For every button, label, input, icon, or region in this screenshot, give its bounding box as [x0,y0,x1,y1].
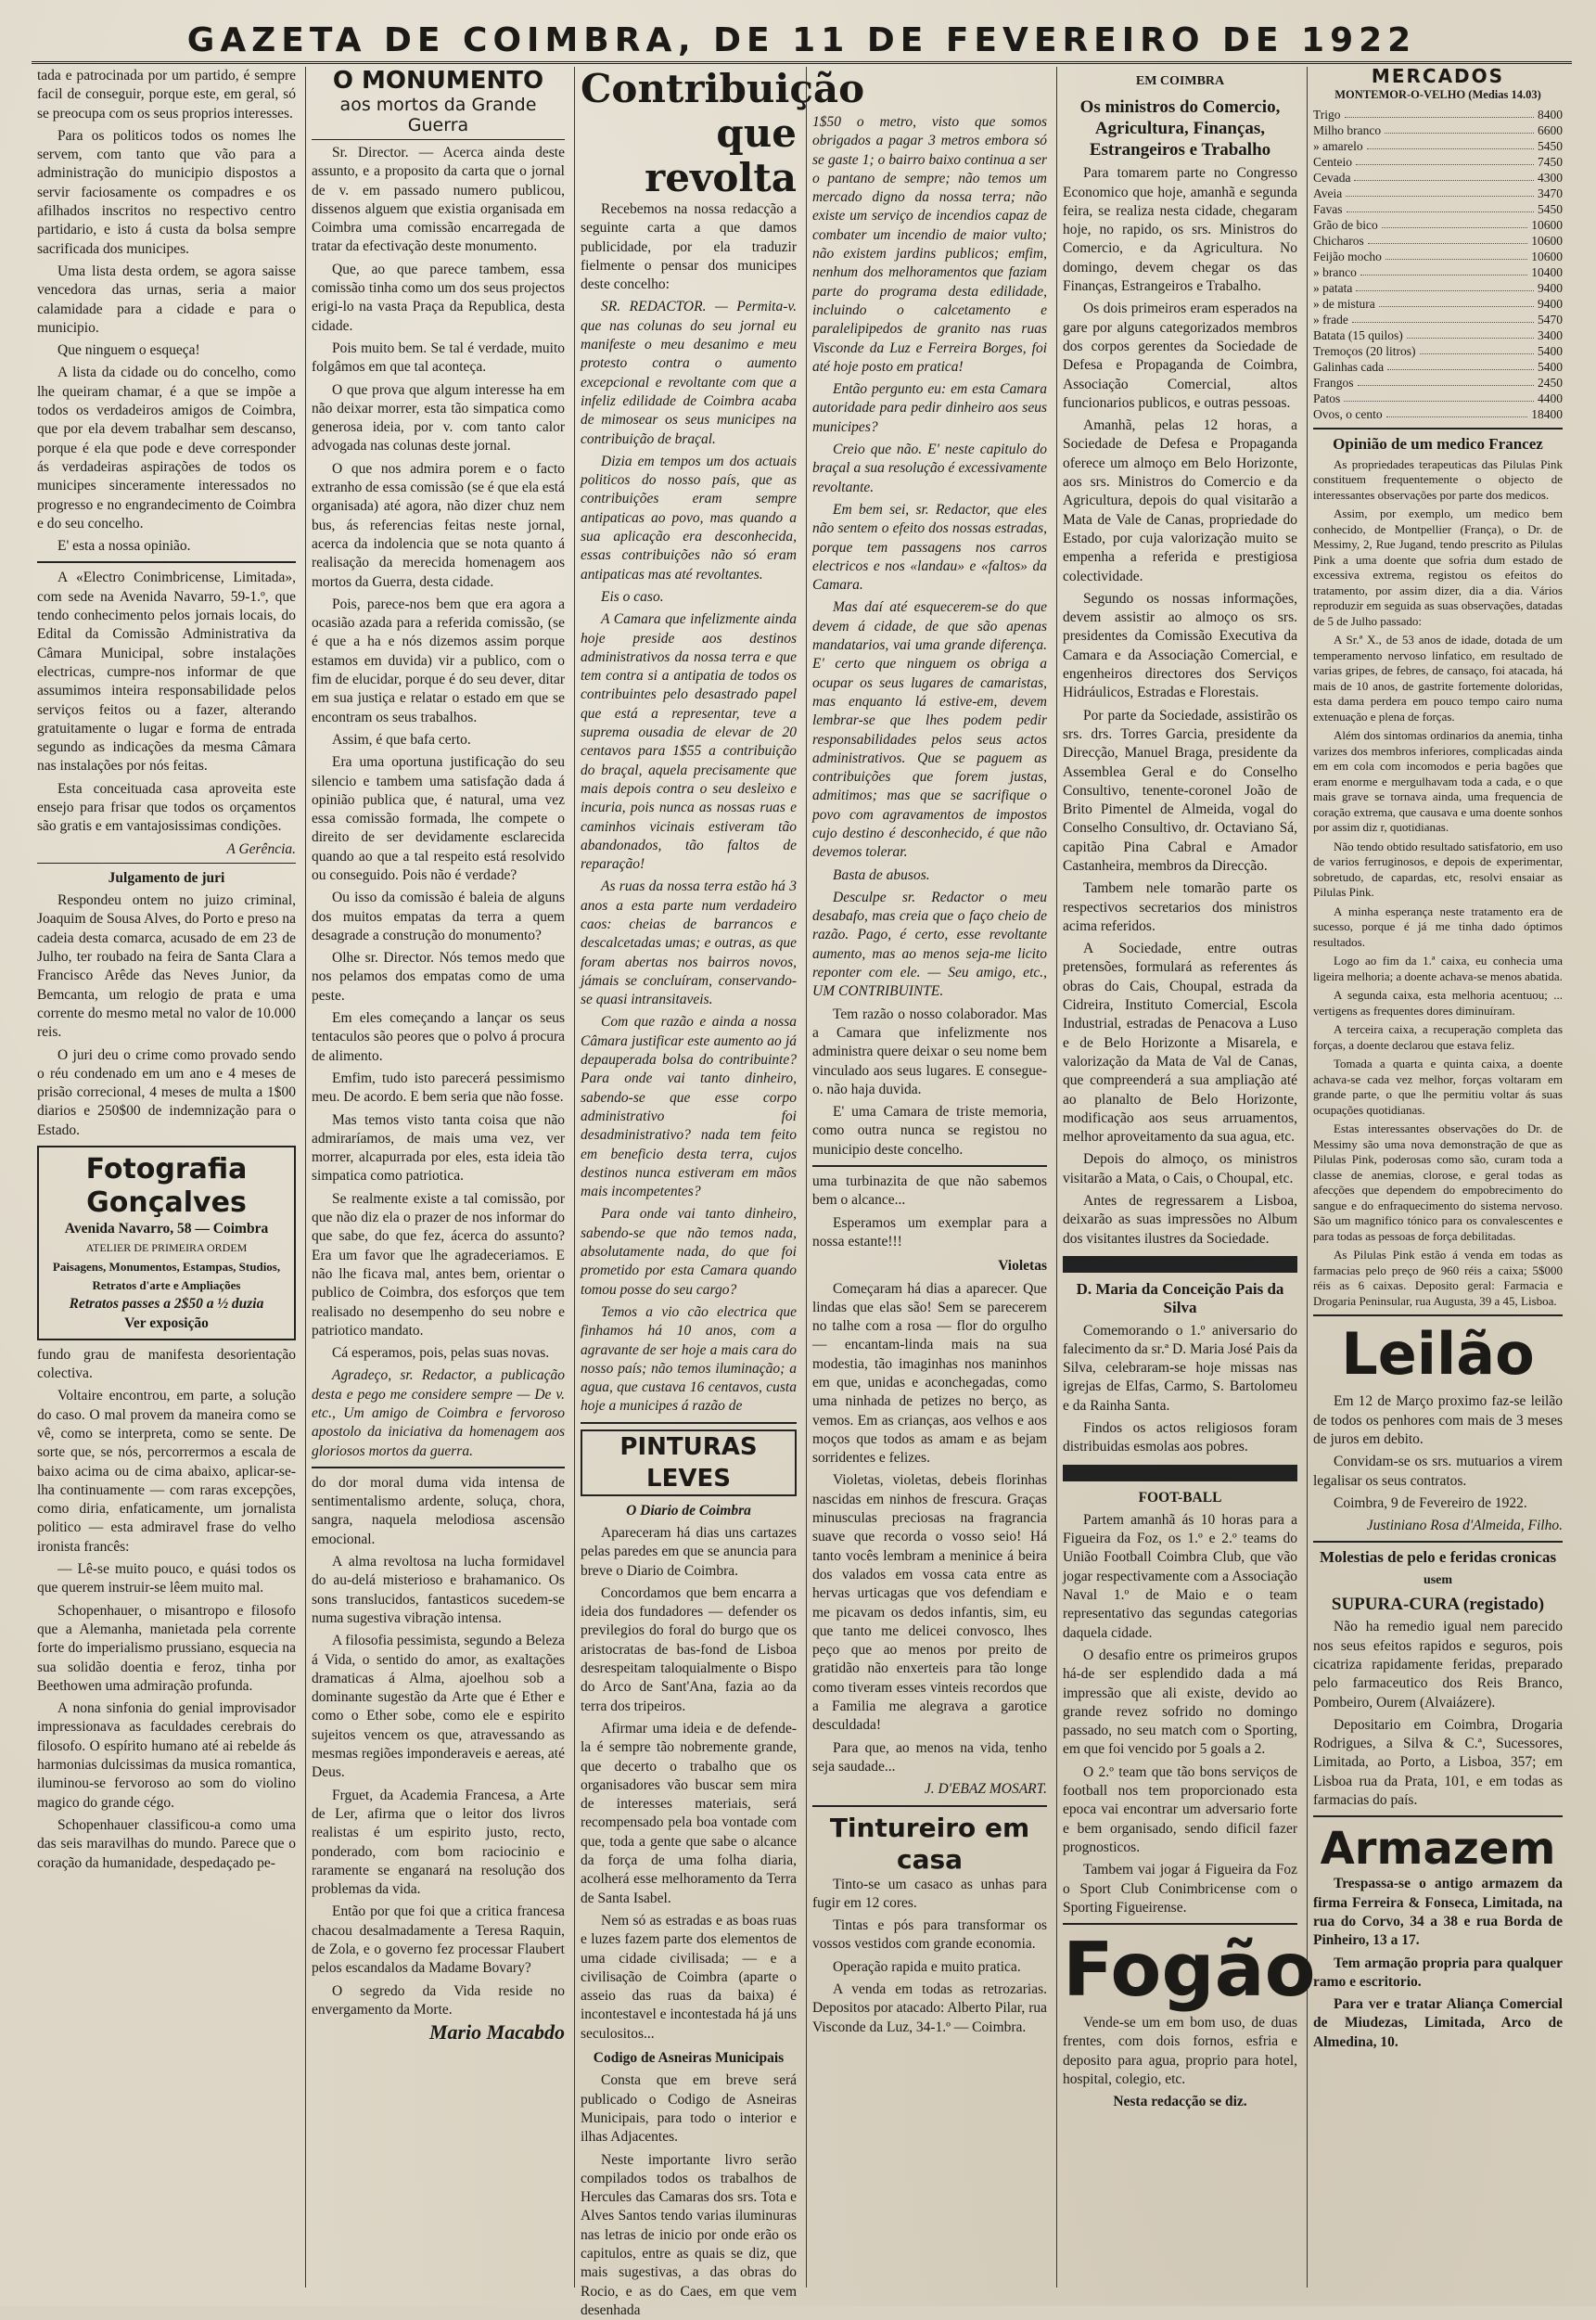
pink-pills-article [1313,457,1563,1310]
col1-paragraph: Schopenhauer, o misantropo e filosofo que a Alemanha, manietada pela corrente forte do imperialismo prussiano, esquecia na sua solidão doentia e feroz, tinha por Beethowen uma admiração profunda. [37,1602,296,1696]
col1-paragraph: Que ninguem o esqueça! [37,341,296,360]
ad-line: Paisagens, Monumentos, Estampas, Studios, Retratos d'arte e Ampliações [45,1258,288,1296]
col2-paragraph: Sr. Director. — Acerca ainda deste assunto, e a proposito da carta que o jornal de v. em passado numero publicou, dissenos alguem que existia organisada em Coimbra uma comissão encarregada de tratar da efectivação deste monumento. [312,144,565,257]
ad-heading: Armazem [1313,1823,1563,1875]
col3-paragraph: Recebemos na nossa redacção a seguinte carta a que damos publicidade, por ela traduzir fielmente o pensar dos municipes deste concelho: [581,200,797,294]
article-heading: D. Maria da Conceição Pais da Silva [1063,1280,1297,1318]
col1-paragraph: E' esta a nossa opinião. [37,537,296,556]
article-heading: FOOT-BALL [1063,1489,1297,1507]
market-item: Patos [1313,391,1340,406]
col2-paragraph: Mas temos visto tanta coisa que não admiraríamos, de mais uma vez, ver morrer, alcapurrada por eles, esta ideia tão simpatica como patriotica. [312,1111,565,1186]
market-price: 5400 [1538,343,1563,359]
col2-paragraph: A alma revoltosa na lucha formidavel do au-delá misterioso e brahamanico. Os sons translucidos, fantasticos sucedem-se numa sugestiva vibração intensa. [312,1553,565,1628]
col5-paragraph: Partem amanhã ás 10 horas para a Figueira da Foz, os 1.º e 2.º teams do União Football Coimbra Club, que vão jogar respectivamente com a Associação Naval 1.º de Maio e o team representativo das segundas categorias daquela cidade. [1063,1511,1297,1643]
col6-paragraph: Coimbra, 9 de Fevereiro de 1922. [1313,1494,1563,1513]
market-price: 9400 [1538,280,1563,296]
leader-dots [1356,154,1534,165]
col5-paragraph: Segundo os nossas informações, devem assistir ao almoço os srs. presidentes da Comissão Executiva da Camara e da Associação Comercial, e engenheiros directores dos Serviços Hidráulicos, Estradas e Florestais. [1063,590,1297,703]
col3-paragraph: Concordamos que bem encarra a ideia dos fundadores — defender os previlegios do foral do burgo que os aristocratas de bas-fond de Lisboa desrespeitam taloquialmente o Bispo do Arco de Sant'Ana, fazia ao da terra dos tripeiros. [581,1584,797,1716]
leader-dots [1379,296,1534,307]
col1-paragraph: — Lê-se muito pouco, e quási todos os que querem instruir-se lêem muito mal. [37,1560,296,1598]
col6-paragraph: Assim, por exemplo, um medico bem conhecido, de Montpellier (França), o Dr. de Messimy, 2, Rue Jugand, tendo prescrito as Pilulas Pink a uma doente que sofria dum estado de excessiva extrema, registou os efeitos do tratamento, por assim dizer, dia a dia. Vários reproduzir em seguida as suas observações, datadas de 5 de Julho passado: [1313,506,1563,629]
col3-paragraph: Consta que em breve será publicado o Codigo de Asneiras Municipais, para todo o interior e ilhas Adjacentes. [581,2071,797,2147]
col3-paragraph: As ruas da nossa terra estão há 3 anos a esta parte num verdadeiro caos: cheias de barrancos e descalcetadas umas; e outras, as que foram abertas nos bairros novos, jámais se concluíram, conservando-se quasi intransitaveis. [581,878,797,1009]
market-row [1313,312,1563,327]
market-item: Centeio [1313,154,1352,170]
market-price: 10600 [1531,217,1563,233]
col3-paragraph: Com que razão e ainda a nossa Câmara justificar este aumento ao já depauperada bolsa do contribuinte? Para onde vai tanto dinheiro, sabendo-se que esse corpo administrativo foi desadministrativo? nada tem feito em beneficio desta terra, cujos destinos nunca estiveram em mãos mais incompetentes? [581,1013,797,1201]
col2-paragraph: Em eles começando a lançar os seus tentaculos são peores que o polvo á procura de alimento. [312,1009,565,1066]
col5-paragraph: Tambem vai jogar á Figueira da Foz o Sport Club Conimbricense com o Sporting Figueirense. [1063,1861,1297,1917]
divider [1313,1541,1563,1543]
market-item: Milho branco [1313,122,1381,138]
col1-paragraph: Esta conceituada casa aproveita este ensejo para frisar que todos os orçamentos são gratis e em vantajosissimas condições. [37,780,296,837]
col1-paragraph: Voltaire encontrou, em parte, a solução do caso. O mal provem da maneira como se vê, como se interpreta, como se sente. De sorte que, se nós, percorrermos a escala de baixo acima ou de cima abaixo, aplicar-se-lha continuamente — com raras excepções, como diria, enfaticamente, um jornalista politico — esta admiravel frase do velho ironista francês: [37,1387,296,1557]
market-item: » de mistura [1313,296,1375,312]
market-item: » amarelo [1313,138,1363,154]
col6-paragraph: Não tendo obtido resultado satisfatorio, em uso de varios ferruginosos, e depois de experimentar, sobretudo, de capardas, etc, resolvi ensaiar as Pilulas Pink. [1313,840,1563,901]
market-item: Cevada [1313,170,1350,186]
col6-paragraph: Não ha remedio igual nem parecido nos seus efeitos rapidos e seguros, pois cicatriza rapidamente feridas, preparado pelo farmaceutico dos Reis Branco, Pombeiro, Ourem (Alvaiázere). [1313,1618,1563,1711]
article-title-line1: Contribuição [581,67,797,111]
col4-paragraph: uma turbinazita de que não sabemos bem o alcance... [812,1173,1047,1211]
ad-product-name: SUPURA-CURA (registado) [1313,1596,1563,1614]
market-price: 7450 [1538,154,1563,170]
market-price: 4400 [1538,391,1563,406]
col6-paragraph: Tomada a quarta e quinta caixa, a doente achava-se cada vez melhor, forças voltaram em grande parte, o que lhe permitiu voltar ás suas ocupações quotidianas. [1313,1057,1563,1118]
section-kicker: EM COIMBRA [1063,72,1297,91]
ad-heading: Leilão [1313,1322,1563,1387]
ad-heading: Molestias de pelo e feridas cronicas [1313,1548,1563,1567]
col5-paragraph: Comemorando o 1.º aniversario do falecimento da sr.ª D. Maria José Pais da Silva, celebraram-se hoje missas nas igrejas de Elfas, Carmo, S. Bartolomeu e da Rainha Santa. [1063,1322,1297,1416]
col6-paragraph: Logo ao fim da 1.ª caixa, eu conhecia uma ligeira melhoria; a doente achava-se menos abatida. [1313,954,1563,984]
col2-paragraph: Então por que foi que a critica francesa chacou desalmadamente a Teresa Raquin, de Zola, e o governo fez processar Flaubert pelos escandalos da Madame Bovary? [312,1903,565,1978]
article-title: O MONUMENTO [312,67,565,95]
col2-paragraph: Frguet, da Academia Francesa, a Arte de Ler, afirma que o leitor dos livros realistas é um espirito justo, recto, ponderado, com bom raciocinio e raramente se enganará na resolução dos problemas da vida. [312,1787,565,1900]
col5-paragraph: Amanhã, pelas 12 horas, a Sociedade de Defesa e Propaganda oferece um almoço em Belo Horizonte, aos srs. Ministros do Comercio e da Agricultura, depois do qual visitarão a Mata de Vale de Canas, propriedade do Estado, por cuja valorização muito se empenha a referida e prestigiosa colectividade. [1063,417,1297,586]
market-row [1313,107,1563,122]
col3-paragraph: Neste importante livro serão compilados todos os trabalhos de Hercules das Camaras dos srs. Tota e Alves Santos tendo varias iluminuras nas letras de inicio por onde erão os capitulos, entre as quais se diz, que mais sugestivas, a das obras do Rocio, e as do Caes, em que vem desenhada [581,2151,797,2320]
col2-paragraph: Agradeço, sr. Redactor, a publicação desta e pego me considere sempre — De v. etc., Um amigo de Coimbra e fervoroso apostolo da iniciativa da homenagem aos gloriosos mortos da guerra. [312,1366,565,1460]
market-price: 18400 [1531,406,1563,422]
article-title-line2: que revolta [581,111,797,200]
divider [1063,1923,1297,1925]
divider [37,863,296,864]
col2-paragraph: Cá esperamos, pois, pelas suas novas. [312,1344,565,1363]
leader-dots [1382,217,1528,228]
market-price: 10400 [1531,264,1563,280]
col2-paragraph: Se realmente existe a tal comissão, por que não diz ela o prazer de nos informar do que sabe, do que fez, ácerca do assunto? Era um favor que lhe agradeceriamos. E não lhe ficava mal, antes bem, orientar o publico de Coimbra, dos esforços que tem realisado no desempenho do seu nobre e patriotico mandato. [312,1190,565,1340]
leader-dots [1354,170,1534,181]
article-heading: O Diario de Coimbra [581,1502,797,1520]
col4-paragraph: E' uma Camara de triste memoria, como outra nunca se registou no municipio deste concelho. [812,1103,1047,1160]
col6-paragraph: Trespassa-se o antigo armazem da firma Ferreira & Fonseca, Limitada, na rua do Corvo, 34 a 38 e rua Borda de Pinheiro, 13 a 17. [1313,1875,1563,1950]
signature: A Gerência. [37,840,296,859]
col4-paragraph: Desculpe sr. Redactor o meu desabafo, mas creia que o faço cheio de razão. Pago, é certo, esse revoltante aumento, mas ao menos seja-me licito reponter com ele. — Seu amigo, etc., UM CONTRIBUINTE. [812,889,1047,1002]
leader-dots [1358,375,1535,386]
market-price: 3400 [1538,327,1563,343]
col1-paragraph: A lista da cidade ou do concelho, como lhe queiram chamar, é a que se impõe a todos os verdadeiros amigos de Coimbra, que por ela devem trabalhar sem descanso, porque é ela que pode e deve corresponder ás verdadeiras aspirações de todos os municipes sinceramente interessados no progresso e no engrandecimento de Coimbra e do seu concelho. [37,364,296,533]
market-price: 8400 [1538,107,1563,122]
col6-paragraph: Convidam-se os srs. mutuarios a virem legalisar os seus contratos. [1313,1453,1563,1491]
col3-paragraph: Eis o caso. [581,588,797,607]
col3-paragraph: Temos a vio cão electrica que finhamos há 10 anos, com a agravante de ser hoje a mais cara do nosso país; não temos iluminação; a agua, que custava 16 centavos, custa hoje a municipes á razão de [581,1303,797,1416]
col2-paragraph: Emfim, tudo isto parecerá pessimismo meu. De acordo. E bem seria que não fosse. [312,1070,565,1108]
divider [312,1467,565,1468]
col1-paragraph: Para os politicos todos os nomes lhe servem, com tanto que vão para a administração do municipio dispostos a servir faciosamente os compadres e os afilhados inscritos no respectivo centro partidario, e isto á custa da bolsa sempre sacrificada dos municipes. [37,127,296,259]
leader-dots [1420,343,1535,354]
market-row [1313,154,1563,170]
col6-paragraph: A segunda caixa, esta melhoria acentuou; ... vertigens as frequentes dores diminuíram. [1313,988,1563,1019]
col2-paragraph: Assim, é que bafa certo. [312,731,565,750]
market-item: Grão de bico [1313,217,1378,233]
article-heading: Julgamento de juri [37,869,296,888]
col4-paragraph: Em bem sei, sr. Redactor, que eles não sentem o efeito dos nossas estradas, porque tem passagens nos carros electricos e nos «landau» e «faltos» da Camara. [812,501,1047,595]
col5-paragraph: Por parte da Sociedade, assistirão os srs. drs. Torres Garcia, presidente da Direcção, Manuel Braga, presidente da Assemblea Geral e do Conselho Consultivo, tenente-coronel João de Brito Pimentel de Almeida, vogal do Conselho Consultivo, dr. Octaviano Sá, capitão Pina Cabral e Amador Castanheira, membros da Direcção. [1063,707,1297,877]
col2-paragraph: O segredo da Vida reside no envergamento da Morte. [312,1982,565,2020]
column-3 [575,67,807,2288]
market-price: 10600 [1531,249,1563,264]
col4-paragraph: Basta de abusos. [812,866,1047,885]
market-row [1313,138,1563,154]
market-row [1313,280,1563,296]
col6-paragraph: As Pilulas Pink estão á venda em todas as farmacias pelo preço de 960 réis a caixa; 5$000 réis as 6 caixas. Deposito geral: Farmacia e Drogaria Peninsular, rua Augusta, 39 a 45, Lisboa. [1313,1248,1563,1309]
col3-paragraph: Afirmar uma ideia e de defende-la é sempre tão nobremente grande, que decerto o trabalho que os organisadores vão buscar sem mira de interesses materiais, será recompensado pela boa vontade com que, toda a gente que sabe o alcance da força de uma folha diaria, acolherá esse melhoramento da Terra de Santa Isabel. [581,1720,797,1908]
divider [581,1422,797,1424]
col5-paragraph: A Sociedade, entre outras pretensões, formulará as referentes ás obras do Cais, Choupal, estrada da Cidreira, Instituto Comercial, Escola Industrial, estradas de Penacova a Luso e de Belo Horizonte a Misarela, e valorização da Mata de Val de Canas, que compreenderá a sua ampliação até ao planalto de Belo Horizonte, modificação aos seus arruamentos, melhor aproveitamento da sua agua, etc. [1063,940,1297,1147]
leader-dots [1386,406,1528,417]
signature: Justiniano Rosa d'Almeida, Filho. [1313,1517,1563,1535]
column-2 [306,67,575,2288]
col2-paragraph: Ou isso da comissão é baleia de alguns dos muitos empatas da terra a quem desagrade a construção do monumento? [312,889,565,945]
column-6 [1308,67,1572,2288]
section-heading: MERCADOS [1313,67,1563,85]
masthead [32,20,1572,64]
col6-paragraph: Em 12 de Março proximo faz-se leilão de todos os penhores com mais de 3 meses de juros em debito. [1313,1392,1563,1449]
market-item: Feijão mocho [1313,249,1382,264]
col4-paragraph: Tinto-se um casaco as unhas para fugir em 12 cores. [812,1876,1047,1914]
col1-paragraph: A «Electro Conimbricense, Limitada», com sede na Avenida Navarro, 59-1.º, que tendo conhecimento pelos jornais locais, do Edital da Comissão Administrativa da Câmara Municipal, sobre instalações electricas, cumpre-nos informar de que assumimos inteira responsabilidade pelos serviços feitos ou a fazer, alterando gratuitamente o lugar e forma de entrada segundo as indicações da mesma Câmara nas instalações por nós feitas. [37,569,296,775]
col2-paragraph: A filosofia pessimista, segundo a Beleza á Vida, o sentido do amor, as exaltações dramaticas á Alma, ajoelhou sob a dominante sugestão da Arte que é Ether e como o Ether sobe, como ele e espirito sujeitos vencem os que, atravessando as mesmas regiões imponderaveis e aereas, até Deus. [312,1632,565,1782]
col4-paragraph: Começaram há dias a aparecer. Que lindas que elas são! Sem se parecerem no talhe com a rosa — flor do orgulho — encantam-linda mais na sua modestia, tão imaginhas nos maninhos em que, unidas e aconchegadas, como uma ninhada de petizes no berço, as vemos. Em as crianças, aos velhos e aos moços que todos as amam e as bejam sorridentes e felizes. [812,1280,1047,1468]
col4-paragraph: Tem razão o nosso colaborador. Mas a Camara que infelizmente nos administra quere deixar o seu nome bem vinculado aos seus lugares. E consegue-o. não haja duvida. [812,1006,1047,1099]
market-row [1313,406,1563,422]
market-price: 5450 [1538,138,1563,154]
col6-paragraph: Para ver e tratar Aliança Comercial de Miudezas, Limitada, Arco de Almedina, 10. [1313,1995,1563,2052]
article-heading: Codigo de Asneiras Municipais [581,2049,797,2068]
article-subtitle: aos mortos da Grande Guerra [312,95,565,135]
leader-dots [1352,312,1534,323]
col6-paragraph: Tem armação propria para qualquer ramo e escritorio. [1313,1955,1563,1993]
col6-paragraph: A minha esperança neste tratamento era de sucesso, porque é já me tinha dado óptimos resultados. [1313,904,1563,951]
col3-paragraph: Para onde vai tanto dinheiro, sabendo-se que não temos nada, absolutamente nada, do que foi prometido por esta Camara quando tomou posse do seu cargo? [581,1205,797,1299]
market-item: Trigo [1313,107,1341,122]
market-price: 5470 [1538,312,1563,327]
col5-paragraph: Os dois primeiros eram esperados na gare por alguns categorizados membros dos corpos gerentes da Sociedade de Defesa e Propaganda de Coimbra, Associação Comercial, altos funcionarios publicos, e outras pessoas. [1063,300,1297,413]
market-item: Aveia [1313,186,1342,201]
market-price: 5400 [1538,359,1563,375]
col2-paragraph: Pois muito bem. Se tal é verdade, muito folgâmos em que tal aconteça. [312,340,565,378]
column-4 [807,67,1057,2288]
market-row [1313,391,1563,406]
ad-address: Avenida Navarro, 58 — Coimbra [45,1220,288,1238]
col6-paragraph: Depositario em Coimbra, Drogaria Rodrigues, a Silva & C.ª, Sucessores, Limitada, ao Porto, a Lisboa, 357; em Lisboa rua da Prata, 101, e em todas as farmacias do país. [1313,1716,1563,1810]
col1-paragraph: Uma lista desta ordem, se agora saisse vencedora das urnas, seria a maior calamidade para a cidade e para o municipio. [37,263,296,338]
market-price: 4300 [1538,170,1563,186]
divider [812,1165,1047,1167]
leader-dots [1360,264,1527,276]
ad-heading: Fogão [1063,1930,1297,2010]
divider [1313,1314,1563,1316]
col3-paragraph: Dizia em tempos um dos actuais politicos do nosso país, que as contribuições eram sempre antipaticas ao povo, mas quando a sua aplicação era desconhecida, essas contribuições não só eram antipaticas mas até revoltantes. [581,453,797,584]
market-row [1313,170,1563,186]
market-row [1313,327,1563,343]
signature: Mario Macabdo [312,2023,565,2042]
market-item: Galinhas cada [1313,359,1384,375]
col3-paragraph: SR. REDACTOR. — Permita-v. que nas colunas do seu jornal eu manifeste o meu desanimo e meu protesto contra o aumento excepcional e revoltante com que a infeliz edilidade de Coimbra acaba de mimosear os seus municipes na contribuição de braçal. [581,298,797,448]
market-item: Tremoços (20 litros) [1313,343,1416,359]
col2-paragraph: Era uma oportuna justificação do seu silencio e tambem uma satisfação dada á opinião publica que, é natural, uma vez essa comissão formada, lhe compete o direito de ser devidamente esclarecida quando ao que a tal respeito está resolvido ou conseguido. Pois não é verdade? [312,753,565,885]
market-item: Frangos [1313,375,1354,391]
divider [312,139,565,140]
market-item: Batata (15 quilos) [1313,327,1403,343]
col5-paragraph: Depois do almoço, os ministros visitarão a Mata, o Cais, o Choupal, etc. [1063,1150,1297,1188]
market-row [1313,201,1563,217]
mourning-bar [1063,1256,1297,1273]
ad-price: Retratos passes a 2$50 a ½ duzia [45,1295,288,1314]
divider-bar [1063,1465,1297,1481]
col4-paragraph: Tintas e pós para transformar os vossos vestidos com grande economia. [812,1916,1047,1955]
leader-dots [1345,107,1534,118]
col4-paragraph: Operação rapida e muito pratica. [812,1958,1047,1977]
col5-paragraph: Tambem nele tomarão parte os respectivos secretarios dos ministros acima referidos. [1063,879,1297,936]
market-item: Favas [1313,201,1343,217]
market-price: 3470 [1538,186,1563,201]
col5-paragraph: Vende-se um em bom uso, de duas frentes, com dois fornos, esfria e deposito para agua, proprio para hotel, hospital, colegio, etc. [1063,2014,1297,2089]
col5-paragraph: O desafio entre os primeiros grupos há-de ser esplendido dada a má impressão que ali existe, devido ao grande revez sofrido no domingo passado, no seu match com o Sporting, em que foi vencido por 5 goals a 2. [1063,1647,1297,1760]
ad-subheading: usem [1313,1571,1563,1590]
ad-footer: Ver exposição [45,1314,288,1333]
market-row [1313,343,1563,359]
col5-paragraph: Antes de regressarem a Lisboa, deixarão as suas impressões no Album dos visitantes ilustres da Sociedade. [1063,1192,1297,1249]
col2-paragraph: do dor moral duma vida intensa de sentimentalismo ardente, soluça, chora, sangra, naquela melodiosa ascensão emocional. [312,1474,565,1549]
market-item: » frade [1313,312,1348,327]
col2-paragraph: O que prova que algum interesse ha em não deixar morrer, esta tão simpatica como generosa ideia, por v. com tanto calor advogada nas colunas deste jornal. [312,381,565,456]
col3-paragraph: Apareceram há dias uns cartazes pelas paredes em que se anuncia para breve o Diario de Coimbra. [581,1524,797,1581]
market-row [1313,264,1563,280]
col4-paragraph: Mas daí até esquecerem-se do que devem á cidade, de que são apenas mandatarios, vai uma grande diferença. E' certo que ninguem os obriga a ocupar os seus lugares de camaristas, mas enquanto lá estive-em, devem lembrar-se que lhes podem pedir responsabilidades pelos seus actos administrativos. Que se paguem as contribuições que forem justas, admitimos; mas que se sacrifique o povo com agravamentos de impostos cujo destino é desconhecido, é que não devemos tolerar. [812,598,1047,862]
leader-dots [1367,138,1534,149]
col1-paragraph: Schopenhauer classificou-a como uma das seis maravilhas do mundo. Parece que o coração da humanidade, despedaçado pe- [37,1816,296,1873]
ad-subtitle: ATELIER DE PRIMEIRA ORDEM [45,1238,288,1257]
market-row [1313,217,1563,233]
divider [37,561,296,563]
col2-paragraph: Pois, parece-nos bem que era agora a ocasião azada para a referida comissão, (se é que a ha e nós dizemos assim porque estamos em duvida) vir a publico, com o fim de elucidar, porque é do seu dever, ditar em sua justiça e relatar o estado em que se encontram os seus trabalhos. [312,596,565,727]
col1-paragraph: fundo grau de manifesta desorientação colectiva. [37,1346,296,1384]
market-row [1313,359,1563,375]
col6-paragraph: As propriedades terapeuticas das Pilulas Pink constituem frequentemente o objecto de interessantes observações por parte dos medicos. [1313,457,1563,504]
col5-paragraph: Findos os actos religiosos foram distribuidas esmolas aos pobres. [1063,1419,1297,1457]
col1-intro: tada e patrocinada por um partido, é sempre facil de conseguir, porque este, em geral, só se preocupa com os seus proprios interesses. [37,67,296,123]
leader-dots [1344,391,1534,402]
market-price-list [1313,107,1563,422]
market-price: 9400 [1538,296,1563,312]
market-row [1313,375,1563,391]
market-item: » patata [1313,280,1352,296]
market-price: 10600 [1531,233,1563,249]
market-item: » branco [1313,264,1357,280]
leader-dots [1385,122,1534,134]
divider [1313,1815,1563,1817]
leader-dots [1356,280,1534,291]
col2-paragraph: Que, ao que parece tambem, essa comissão tinha como um dos seus projectos erigi-lo na vasta Praça da Republica, desta cidade. [312,261,565,336]
col6-paragraph: A terceira caixa, a recuperação completa das forças, a doente declarou que estava feliz. [1313,1022,1563,1053]
market-item: Chicharos [1313,233,1364,249]
col3-paragraph: A Camara que infelizmente ainda hoje preside aos destinos administrativos da nossa terra e que tem contra si a antipatia de todos os contribuintes pelo desastrado papel que está a representar, teve a suprema ousadia de elevar de 20 centavos para 1$55 a contribuição do braçal, aquela precisamente que mais depois contra o seu desleixo e incuria, pois nunca as nossas ruas e caminhos vicinais estiveram tão abandonados, tão faltos de reparação! [581,610,797,874]
col6-paragraph: Estas interessantes observações do Dr. de Messimy são uma nova demonstração de que as Pilulas Pink, poderosas como são, curam toda a classe de anemias, clorose, e geral todas as afecções que dependem do empobrecimento do sangue e do enfraquecimento do sistema nervoso. São um magnifico tónico para os convalescentes e para todas as pessoas de força debilitadas. [1313,1122,1563,1244]
article-heading: Opinião de um medico Francez [1313,435,1563,454]
market-price: 6600 [1538,122,1563,138]
market-price: 5450 [1538,201,1563,217]
market-price: 2450 [1538,375,1563,391]
col5-paragraph: Para tomarem parte no Congresso Economico que hoje, amanhã e segunda feira, se realiza nesta cidade, chegaram hoje, no rapido, os srs. Ministros do Comercio, e da Agricultura. No domingo, devem chegar os das Finanças, Estrangeiros e Trabalho. [1063,164,1297,296]
market-row [1313,296,1563,312]
market-subtitle: MONTEMOR-O-VELHO (Medias 14.03) [1313,85,1563,104]
column-1 [32,67,306,2288]
photo-studio-ad [37,1146,296,1340]
col1-paragraph: O juri deu o crime como provado sendo o réu condenado em um ano e 4 meses de prisão correcional, 4 meses de multa a 1$00 diarios e 250$00 de indemnização para o Estado. [37,1046,296,1140]
masthead-title: GAZETA DE COIMBRA, DE 11 DE FEVEREIRO DE 1922 [187,21,1416,59]
col5-paragraph: O 2.º team que tão bons serviços de football nos tem proporcionado esta epoca vai encontrar um adversario forte e bem organisado, sendo dificil fazer prognosticos. [1063,1763,1297,1857]
col4-paragraph: Esperamos um exemplar para a nossa estante!!! [812,1214,1047,1252]
column-5 [1057,67,1308,2288]
leader-dots [1407,327,1534,339]
article-title: Os ministros do Comercio, Agricultura, Finanças, Estrangeiros e Trabalho [1063,96,1297,160]
col2-paragraph: O que nos admira porem e o facto extranho de essa comissão (se é que ela está organisada) até agora, não dizer chuz nem bus, ás referencias feitas neste jornal, acerca da indolencia que se nota quanto á realisação da merecida homenagem aos mortos da Guerra, desta cidade. [312,460,565,592]
leader-dots [1385,249,1527,260]
col4-paragraph: Então pergunto eu: em esta Camara autoridade para pedir dinheiro aos seus municipes? [812,380,1047,437]
section-heading: PINTURAS LEVES [581,1429,797,1496]
col6-paragraph: Além dos sintomas ordinarios da anemia, tinha varizes dos membros inferiores, complicadas ainda em em cola com incomodos e peria bagões que eram enorme e mergulhavam toda a cada, e o que mais grave se tornava ainda, uma frequencia de coração extrema, que causava e uma doente sonhos por assim diz r, quotidianas. [1313,728,1563,836]
ad-title: Fotografia Gonçalves [45,1153,288,1220]
col4-paragraph: Creio que não. E' neste capitulo do braçal a sua resolução é excessivamente revoltante. [812,441,1047,497]
divider [812,1805,1047,1807]
col4-paragraph: 1$50 o metro, visto que somos obrigados a pagar 3 metros embora só se gaste 1; o bairro baixo continua a ser o pantano de sempre; não temos um mercado digno da nossa terra; não existe um serviço de incendios capaz de combater um incendio de maior vulto; não existem jardins publicos; emfim, nenhum dos melhoramentos que faziam parte do programa desta edilidade, incluindo o calcetamento e paralelipipedos de granito nas ruas Visconde da Luz e Ferreira Borges, foi até hoje posto em pratica! [812,113,1047,377]
leader-dots [1368,233,1528,244]
market-item: Ovos, o cento [1313,406,1383,422]
col2-paragraph: Olhe sr. Director. Nós temos medo que nos pelamos dos empatas como de uma peste. [312,949,565,1006]
ad-heading: Tintureiro em casa [812,1813,1047,1876]
col5-paragraph: Nesta redacção se diz. [1063,2093,1297,2111]
col1-paragraph: A nona sinfonia do genial improvisador impressionava as faculdades cerebrais do filosofo. O espírito humano até ai rebelde ás harmonias dulcissimas da musica romantica, iluminou-se fervoroso ao som do violino magico do grande cégo. [37,1699,296,1813]
col1-paragraph: Respondeu ontem no juizo criminal, Joaquim de Sousa Alves, do Porto e preso na cadeia desta comarca, acusado de em 23 de Julho, ter roubado na feira de Santa Clara a Francisco Arêde das Neves Junior, da Bemcanta, um relogio de prata e uma corrente do mesmo metal no valor de 10.000 reis. [37,891,296,1042]
divider [1313,428,1563,429]
leader-dots [1346,186,1534,197]
col4-paragraph: A venda em todas as retrozarias. Depositos por atacado: Alberto Pilar, rua Visconde da Luz, 34-1.º — Coimbra. [812,1980,1047,2037]
col4-paragraph: Violetas, violetas, debeis florinhas nascidas em ninhos de frescura. Graças minusculas preciosas na fragrancia suave que recorda o vosso seio! Há tanto vocês lembram a meninice á beira dos valados em vossa cata entre as hervas urticagas que vos defendiam e me picavam os dedos infantis, sim, eu que tanto me delicei convosco, lhes peço que ao menos por preito de gratidão não enxerteis para tão longe como tiveram esses vinteis recordos que a Familia me alegrava a garotice desculdada! [812,1471,1047,1735]
col4-paragraph: Para que, ao menos na vida, tenho seja saudade... [812,1739,1047,1777]
market-row [1313,122,1563,138]
col3-paragraph: Nem só as estradas e as boas ruas e luzes fazem parte dos elementos de uma cidade civilisada; — e a civilisação de Coimbra (aparte o asseio das ruas da baixa) é incontestavel e incontestada há já uns seculositos... [581,1912,797,2044]
market-row [1313,233,1563,249]
col6-paragraph: A Sr.ª X., de 53 anos de idade, dotada de um temperamento nervoso linfatico, em resultado de varias gripes, de febres, de cansaço, foi atacada, há mais de 10 anos, de gastrite fortemente doloridas, esta dama perdera em pouco tempo cairo numa extenuação e plena de forças. [1313,633,1563,724]
market-row [1313,249,1563,264]
article-heading: Violetas [812,1257,1047,1275]
leader-dots [1347,201,1535,212]
signature: J. D'EBAZ MOSART. [812,1780,1047,1799]
leader-dots [1387,359,1534,370]
market-row [1313,186,1563,201]
